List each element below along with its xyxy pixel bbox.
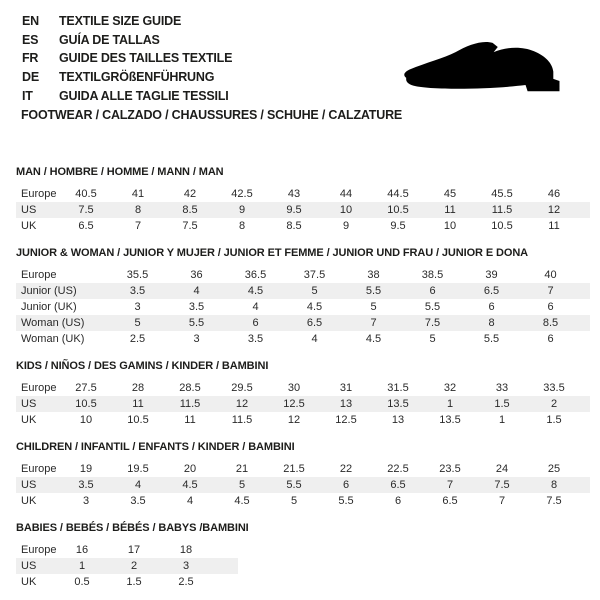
size-cell: 6 [342, 479, 350, 491]
spacer-cell [580, 331, 590, 347]
size-cell: 22.5 [387, 463, 409, 475]
size-cell: 12.5 [335, 414, 357, 426]
size-cell: 1.5 [126, 576, 142, 588]
size-cell: 5 [429, 333, 436, 345]
size-cell: 4.5 [182, 479, 198, 491]
table-row [16, 412, 590, 428]
size-cell: 40 [544, 269, 557, 281]
table-title-junior-woman: JUNIOR & WOMAN / JUNIOR Y MUJER / JUNIOR ET FEMME / JUNIOR UND FRAU / JUNIOR E DONA [16, 247, 529, 259]
size-cell: 8.5 [182, 204, 198, 216]
size-cell: 3 [193, 333, 200, 345]
size-cell: 28.5 [179, 382, 201, 394]
size-cell: 5 [290, 495, 298, 507]
table-row [16, 283, 590, 299]
size-cell: 12.5 [283, 398, 305, 410]
spacer-cell [212, 542, 238, 558]
table-row [16, 315, 590, 331]
size-cell: 1 [498, 414, 506, 426]
table-row [16, 396, 590, 412]
size-cell: 4.5 [234, 495, 250, 507]
row-label: US [21, 479, 37, 491]
row-label: UK [21, 220, 37, 232]
size-cell: 13.5 [387, 398, 409, 410]
size-cell: 12 [547, 204, 561, 216]
spacer-cell [580, 396, 590, 412]
size-cell: 33.5 [543, 382, 565, 394]
size-cell: 3.5 [188, 301, 205, 313]
size-cell: 31.5 [387, 382, 409, 394]
size-table-man [16, 166, 590, 234]
size-cell: 1 [446, 398, 454, 410]
size-cell: 6.5 [483, 285, 500, 297]
size-cell: 10.5 [491, 220, 513, 232]
size-cell: 5.5 [286, 479, 302, 491]
table-title-children: CHILDREN / INFANTIL / ENFANTS / KINDER / BAMBINI [16, 441, 295, 453]
table-row [16, 331, 590, 347]
size-grid-children [16, 461, 590, 509]
size-cell: 2 [130, 560, 138, 572]
size-cell: 5 [311, 285, 318, 297]
size-cell: 11.5 [491, 204, 513, 216]
size-cell: 45 [443, 188, 457, 200]
row-label: Europe [21, 544, 56, 556]
size-cell: 8 [488, 317, 495, 329]
row-label: Europe [21, 382, 57, 394]
language-row-es [22, 31, 232, 50]
size-cell: 5 [134, 317, 141, 329]
spacer-cell [580, 461, 590, 477]
size-cell: 40.5 [75, 188, 97, 200]
size-cell: 6 [394, 495, 402, 507]
language-code: EN [22, 14, 39, 28]
size-cell: 28 [131, 382, 145, 394]
row-label: US [21, 204, 37, 216]
size-cell: 7 [370, 317, 377, 329]
size-cell: 10.5 [127, 414, 149, 426]
size-cell: 4.5 [306, 301, 323, 313]
row-label: UK [21, 414, 37, 426]
spacer-cell [580, 412, 590, 428]
size-cell: 7.5 [424, 317, 441, 329]
category-line: FOOTWEAR / CALZADO / CHAUSSURES / SCHUHE / CALZATURE [21, 108, 403, 122]
row-label: UK [21, 576, 37, 588]
size-cell: 11.5 [179, 398, 201, 410]
size-cell: 7.5 [78, 204, 94, 216]
size-cell: 38 [367, 269, 380, 281]
size-cell: 1.5 [546, 414, 562, 426]
size-cell: 7.5 [546, 495, 562, 507]
size-cell: 8.5 [286, 220, 302, 232]
size-cell: 31 [339, 382, 353, 394]
size-cell: 12 [287, 414, 301, 426]
size-cell: 8.5 [542, 317, 559, 329]
table-title-man: MAN / HOMBRE / HOMME / MANN / MAN [16, 166, 224, 178]
spacer-cell [580, 218, 590, 234]
size-cell: 2 [550, 398, 558, 410]
language-row-de [22, 68, 232, 87]
table-title-kids: KIDS / NIÑOS / DES GAMINS / KINDER / BAMBINI [16, 360, 269, 372]
table-row [16, 542, 238, 558]
size-cell: 21.5 [283, 463, 305, 475]
size-cell: 5.5 [338, 495, 354, 507]
size-cell: 19 [79, 463, 93, 475]
size-cell: 8 [134, 204, 142, 216]
size-cell: 10 [443, 220, 457, 232]
spacer-cell [580, 315, 590, 331]
size-cell: 33 [495, 382, 509, 394]
size-grid-man [16, 186, 590, 234]
size-cell: 10 [79, 414, 93, 426]
size-cell: 8 [550, 479, 558, 491]
table-row [16, 299, 590, 315]
table-row [16, 202, 590, 218]
spacer-cell [580, 380, 590, 396]
table-row [16, 380, 590, 396]
size-cell: 24 [495, 463, 509, 475]
dress-shoe-icon [398, 36, 578, 94]
row-label: Junior (UK) [21, 301, 77, 313]
size-cell: 3.5 [78, 479, 94, 491]
size-cell: 3.5 [130, 495, 146, 507]
size-cell: 9.5 [286, 204, 302, 216]
language-list [22, 12, 232, 106]
row-label: Junior (US) [21, 285, 77, 297]
table-row [16, 218, 590, 234]
size-cell: 3 [182, 560, 190, 572]
size-cell: 3.5 [247, 333, 264, 345]
table-row [16, 186, 590, 202]
size-cell: 45.5 [491, 188, 513, 200]
row-label: Europe [21, 269, 57, 281]
size-tables [16, 166, 590, 600]
size-cell: 42.5 [231, 188, 253, 200]
size-cell: 41 [131, 188, 145, 200]
language-row-en [22, 12, 232, 31]
size-cell: 4 [134, 479, 142, 491]
size-cell: 6.5 [442, 495, 458, 507]
size-cell: 36.5 [244, 269, 267, 281]
size-cell: 11 [132, 398, 144, 410]
size-cell: 6.5 [390, 479, 406, 491]
size-grid-babies [16, 542, 238, 590]
size-cell: 30 [287, 382, 301, 394]
size-cell: 44 [339, 188, 353, 200]
size-cell: 13 [339, 398, 353, 410]
size-cell: 11 [184, 414, 196, 426]
size-cell: 7 [498, 495, 506, 507]
size-cell: 7 [446, 479, 454, 491]
language-code: DE [22, 70, 39, 85]
size-cell: 10.5 [387, 204, 409, 216]
size-cell: 39 [485, 269, 498, 281]
size-cell: 3.5 [129, 285, 146, 297]
table-row [16, 461, 590, 477]
size-cell: 2.5 [129, 333, 146, 345]
size-cell: 6 [547, 333, 554, 345]
size-table-kids [16, 360, 590, 428]
size-cell: 25 [547, 463, 561, 475]
language-label: GUIDE DES TAILLES TEXTILE [59, 51, 233, 66]
size-cell: 9 [342, 220, 350, 232]
size-cell: 9.5 [390, 220, 406, 232]
spacer-cell [212, 558, 238, 574]
size-cell: 5.5 [424, 301, 441, 313]
size-cell: 36 [190, 269, 203, 281]
row-label: US [21, 560, 37, 572]
table-row [16, 493, 590, 509]
spacer-cell [580, 186, 590, 202]
size-cell: 43 [287, 188, 301, 200]
size-cell: 6.5 [78, 220, 94, 232]
size-cell: 44.5 [387, 188, 409, 200]
size-grid-junior-woman [16, 267, 590, 347]
size-cell: 5 [370, 301, 377, 313]
table-row [16, 558, 238, 574]
size-cell: 32 [443, 382, 457, 394]
size-grid-kids [16, 380, 590, 428]
size-cell: 35.5 [126, 269, 149, 281]
size-cell: 19.5 [127, 463, 149, 475]
size-cell: 3 [134, 301, 141, 313]
size-cell: 4.5 [365, 333, 382, 345]
table-title-babies: BABIES / BEBÉS / BÉBÉS / BABYS /BAMBINI [16, 522, 249, 534]
size-cell: 6 [429, 285, 436, 297]
size-cell: 13 [391, 414, 405, 426]
size-cell: 5 [238, 479, 246, 491]
size-table-children [16, 441, 590, 509]
row-label: US [21, 398, 37, 410]
size-cell: 11 [548, 220, 560, 232]
language-code: ES [22, 32, 39, 47]
size-cell: 10.5 [75, 398, 97, 410]
size-table-junior-woman [16, 247, 590, 347]
table-row [16, 477, 590, 493]
size-cell: 6.5 [306, 317, 323, 329]
size-cell: 13.5 [439, 414, 461, 426]
size-cell: 8 [238, 220, 246, 232]
size-cell: 7 [547, 285, 554, 297]
size-table-babies [16, 522, 590, 590]
size-cell: 4 [193, 285, 200, 297]
size-cell: 22 [339, 463, 353, 475]
spacer-cell [580, 477, 590, 493]
size-cell: 17 [127, 544, 141, 556]
size-cell: 7.5 [494, 479, 510, 491]
size-cell: 5.5 [365, 285, 382, 297]
size-cell: 5.5 [483, 333, 500, 345]
size-cell: 11.5 [231, 414, 253, 426]
size-cell: 6 [488, 301, 495, 313]
size-cell: 7.5 [182, 220, 198, 232]
language-label: TEXTILE SIZE GUIDE [59, 14, 182, 28]
size-cell: 23.5 [439, 463, 461, 475]
size-cell: 10 [339, 204, 353, 216]
size-cell: 5.5 [188, 317, 205, 329]
language-code: IT [22, 88, 33, 103]
row-label: UK [21, 495, 37, 507]
row-label: Woman (US) [21, 317, 85, 329]
row-label: Woman (UK) [21, 333, 85, 345]
row-label: Europe [21, 463, 57, 475]
spacer-cell [580, 267, 590, 283]
size-cell: 21 [235, 463, 249, 475]
size-cell: 38.5 [421, 269, 444, 281]
size-cell: 46 [547, 188, 561, 200]
language-label: GUIDA ALLE TAGLIE TESSILI [59, 88, 229, 103]
size-cell: 3 [82, 495, 90, 507]
language-label: TEXTILGRÖßENFÜHRUNG [59, 70, 215, 85]
language-code: FR [22, 51, 39, 66]
language-row-it [22, 87, 232, 106]
size-cell: 7 [134, 220, 142, 232]
size-cell: 11 [444, 204, 456, 216]
size-cell: 2.5 [178, 576, 194, 588]
size-cell: 4 [311, 333, 318, 345]
size-cell: 20 [183, 463, 197, 475]
size-cell: 1.5 [494, 398, 510, 410]
spacer-cell [580, 202, 590, 218]
size-cell: 1 [78, 560, 86, 572]
size-cell: 4 [252, 301, 259, 313]
row-label: Europe [21, 188, 57, 200]
size-cell: 4 [186, 495, 194, 507]
size-cell: 4.5 [247, 285, 264, 297]
spacer-cell [580, 493, 590, 509]
size-cell: 6 [252, 317, 259, 329]
language-row-fr [22, 49, 232, 68]
table-row [16, 267, 590, 283]
size-cell: 6 [547, 301, 554, 313]
spacer-cell [580, 299, 590, 315]
size-cell: 37.5 [303, 269, 326, 281]
size-cell: 18 [179, 544, 193, 556]
size-cell: 12 [235, 398, 249, 410]
size-cell: 42 [183, 188, 197, 200]
language-label: GUÍA DE TALLAS [59, 32, 160, 47]
size-cell: 29.5 [231, 382, 253, 394]
spacer-cell [212, 574, 238, 590]
spacer-cell [580, 283, 590, 299]
size-cell: 27.5 [75, 382, 97, 394]
size-cell: 0.5 [74, 576, 90, 588]
size-cell: 16 [75, 544, 89, 556]
table-row [16, 574, 238, 590]
size-cell: 9 [238, 204, 246, 216]
